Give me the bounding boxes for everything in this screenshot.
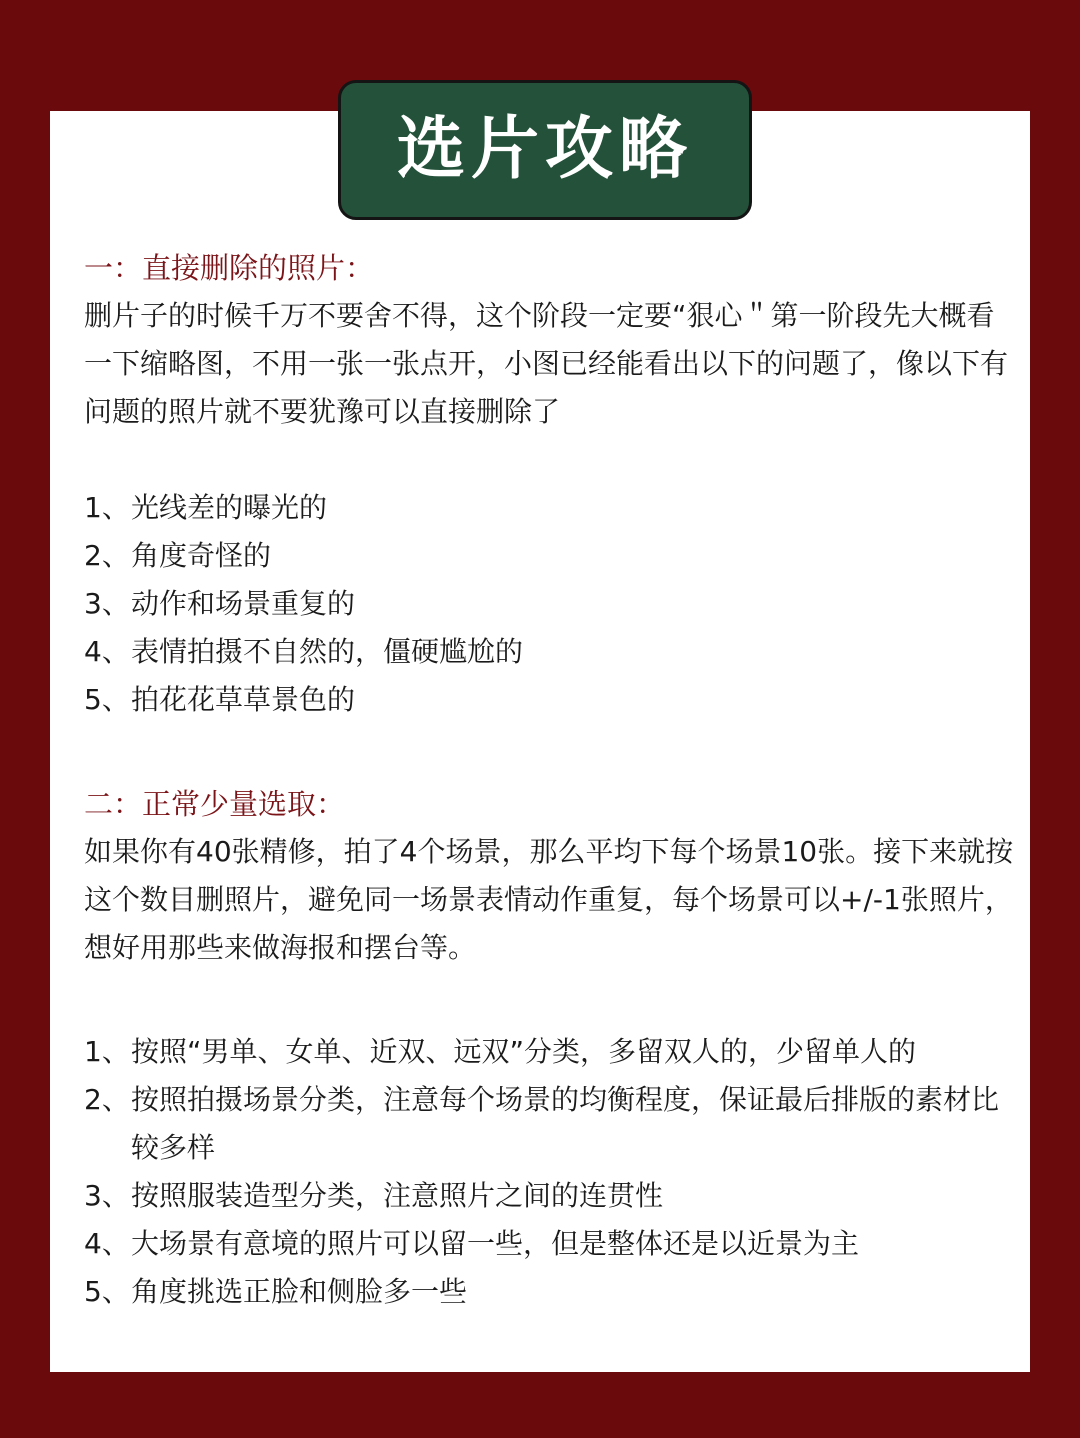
list-item-number: 4、 bbox=[84, 635, 130, 668]
list-item-number: 5、 bbox=[84, 1275, 130, 1308]
page-title: 选片攻略 bbox=[396, 110, 693, 189]
list-item-text: 角度挑选正脸和侧脸多一些 bbox=[131, 1275, 468, 1308]
list-item-text: 拍花花草草景色的 bbox=[131, 683, 356, 716]
list-item-number: 1、 bbox=[84, 1035, 130, 1068]
list-item bbox=[84, 484, 1014, 532]
list-item-number: 3、 bbox=[84, 587, 130, 620]
list-item bbox=[84, 1076, 1014, 1172]
section2-heading: 二：正常少量选取： bbox=[84, 787, 346, 821]
list-item bbox=[84, 628, 1014, 676]
section1-list bbox=[84, 484, 1014, 724]
section2-list bbox=[84, 1028, 1014, 1316]
list-item bbox=[84, 676, 1014, 724]
list-item-text: 表情拍摄不自然的，僵硬尴尬的 bbox=[131, 635, 524, 668]
list-item-number: 2、 bbox=[84, 539, 130, 572]
article-body bbox=[84, 244, 1014, 1316]
list-item bbox=[84, 580, 1014, 628]
list-item-text: 按照服装造型分类，注意照片之间的连贯性 bbox=[131, 1179, 664, 1212]
list-item bbox=[84, 532, 1014, 580]
list-item-text: 角度奇怪的 bbox=[131, 539, 272, 572]
list-item-text: 动作和场景重复的 bbox=[131, 587, 356, 620]
section2-paragraph: 如果你有40张精修，拍了4个场景，那么平均下每个场景10张。接下来就按这个数目删照片，避免同一场景表情动作重复，每个场景可以+/-1张照片，想好用那些来做海报和摆台等。 bbox=[84, 835, 1014, 964]
list-item-text: 大场景有意境的照片可以留一些，但是整体还是以近景为主 bbox=[131, 1227, 860, 1260]
list-item bbox=[84, 1028, 1014, 1076]
list-item-number: 3、 bbox=[84, 1179, 130, 1212]
title-banner bbox=[338, 80, 752, 220]
list-item-text: 按照“男单、女单、近双、远双”分类，多留双人的，少留单人的 bbox=[131, 1035, 917, 1068]
list-item bbox=[84, 1220, 1014, 1268]
list-item bbox=[84, 1172, 1014, 1220]
section1-heading: 一：直接删除的照片： bbox=[84, 251, 375, 285]
section1-paragraph: 删片子的时候千万不要舍不得，这个阶段一定要“狠心＂第一阶段先大概看一下缩略图，不用一张一张点开，小图已经能看出以下的问题了，像以下有问题的照片就不要犹豫可以直接删除了 bbox=[84, 299, 1009, 428]
list-item-text: 光线差的曝光的 bbox=[131, 491, 328, 524]
list-item-text: 按照拍摄场景分类，注意每个场景的均衡程度，保证最后排版的素材比较多样 bbox=[131, 1083, 1000, 1164]
list-item-number: 1、 bbox=[84, 491, 130, 524]
list-item bbox=[84, 1268, 1014, 1316]
list-item-number: 2、 bbox=[84, 1083, 130, 1116]
list-item-number: 4、 bbox=[84, 1227, 130, 1260]
list-item-number: 5、 bbox=[84, 683, 130, 716]
